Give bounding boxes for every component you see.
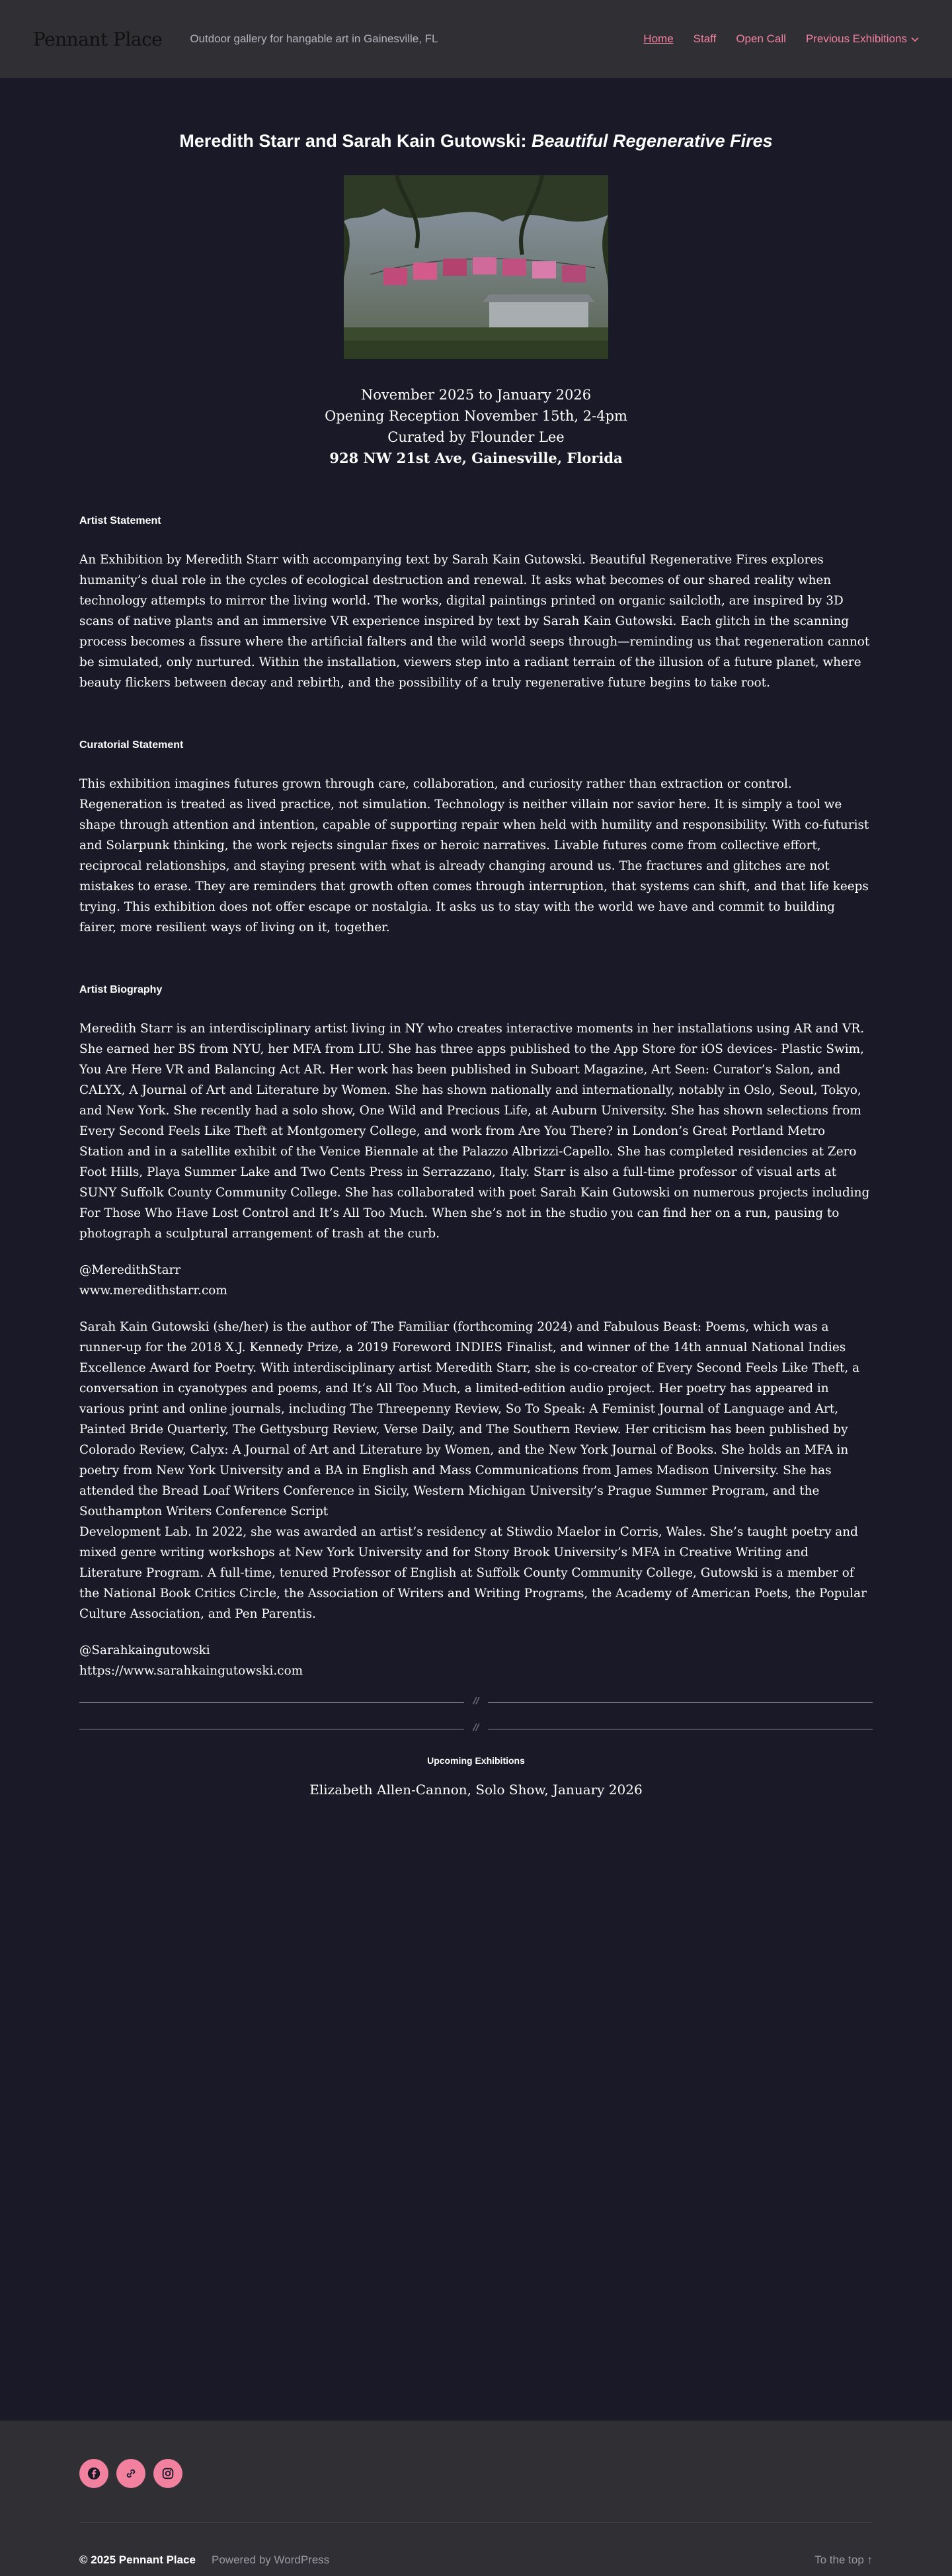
- curatorial-statement-heading: Curatorial Statement: [79, 739, 184, 751]
- primary-nav: [643, 32, 919, 46]
- gutowski-website: https://www.sarahkaingutowski.com: [79, 1664, 303, 1678]
- page-title: [79, 131, 873, 151]
- footer-divider: [79, 2522, 873, 2523]
- separator-mark: //: [473, 1696, 479, 1707]
- nav-previous-exhibitions[interactable]: [806, 32, 919, 46]
- chevron-down-icon[interactable]: [911, 34, 919, 44]
- starr-bio-text: Meredith Starr is an interdisciplinary artist living in NY who creates interactive moments in her installations using AR and VR. She earned her BS from NYU, her MFA from LIU. She has three apps published to the App Store for iOS devices- Plastic Swim, You Are Here VR and Balancing Act AR. Her work has been published in Suboart Magazine, Art Seen: Curator’s Salon, and CALYX, A Journal of Art and Literature by Women. She has shown nationally and internationally, notably in Oslo, Seoul, Tokyo, and New York. She recently had a solo show, One Wild and Precious Life, at Auburn University. She has shown selections from Every Second Feels Like Theft at Montgomery College, and work from Are You There? in London’s Great Portland Metro Station and in a satellite exhibit of the Venice Biennale at the Palazzo Albrizzi-Capello. She has completed residencies at Zero Foot Hills, Playa Summer Lake and Two Cents Press in Serrazzano, Italy. Starr is also a full-time professor of visual arts at SUNY Suffolk County Community College. She has collaborated with poet Sarah Kain Gutowski on numerous projects including For Those Who Have Lost Control and It’s All Too Much. When she’s not in the studio you can find her on a run, pausing to photograph a sculptural arrangement of trash at the curb.: [79, 1022, 870, 1241]
- nav-home[interactable]: Home: [643, 32, 674, 45]
- curatorial-statement-text: This exhibition imagines futures grown through care, collaboration, and curiosity rather than extraction or control. Regeneration is treated as lived practice, not simulation. Technology is neither villain nor savior here. It is simply a tool we shape through attention and intention, capable of supporting repair when held with humility and responsibility. With co-futurist and Solarpunk thinking, the work rejects singular fixes or heroic narratives. Livable futures come from collective effort, reciprocal relationships, and staying present with what is already changing around us. The fractures and glitches are not mistakes to erase. They are reminders that growth often comes through interruption, that systems can shift, and that life keeps trying. This exhibition does not offer escape or nostalgia. It asks us to stay with the world we have and commit to building fairer, more resilient ways of living on it, together.: [79, 777, 869, 935]
- exhibition-address: 928 NW 21st Ave, Gainesville, Florida: [329, 450, 623, 466]
- copyright: © 2025 Pennant Place: [79, 2554, 196, 2566]
- instagram-icon[interactable]: [153, 2459, 182, 2488]
- gutowski-bio-part-2: Development Lab. In 2022, she was awarded an artist’s residency at Stiwdio Maelor in Corris, Wales. She’s taught poetry and mixed genre writing workshops at New York University and for Stony Brook University’s MFA in Creative Writing and Literature Program. A full-time, tenured Professor of English at Suffolk County Community College, Gutowski is a member of the National Book Critics Circle, the Association of Writers and Writing Programs, the Academy of American Poets, the Popular Culture Association, and Pen Parentis.: [79, 1525, 867, 1621]
- exhibition-reception: Opening Reception November 15th, 2-4pm: [325, 408, 627, 424]
- exhibition-dates: November 2025 to January 2026: [360, 387, 592, 403]
- nav-open-call[interactable]: Open Call: [736, 32, 786, 45]
- title-show: Beautiful Regenerative Fires: [532, 131, 773, 151]
- main-content: [0, 78, 952, 1798]
- site-logo[interactable]: Pennant Place: [33, 28, 163, 50]
- separator: [79, 1696, 873, 1710]
- upcoming-item: Elizabeth Allen-Cannon, Solo Show, January 2026: [309, 1782, 643, 1798]
- upcoming-heading: Upcoming Exhibitions: [427, 1755, 525, 1766]
- powered-by-link[interactable]: Powered by WordPress: [212, 2554, 330, 2566]
- gutowski-contact: [79, 1640, 873, 1681]
- site-footer: [0, 2421, 952, 2576]
- footer-bottom: [79, 2554, 873, 2567]
- starr-website: www.meredithstarr.com: [79, 1284, 227, 1298]
- separator-mark: //: [473, 1722, 479, 1733]
- nav-staff[interactable]: Staff: [693, 32, 717, 45]
- site-header: [0, 0, 952, 78]
- site-tagline: Outdoor gallery for hangable art in Gainesville, FL: [190, 32, 438, 45]
- starr-contact: [79, 1260, 873, 1301]
- link-icon[interactable]: [116, 2459, 145, 2488]
- exhibition-info: [79, 384, 873, 469]
- starr-handle: @MeredithStarr: [79, 1263, 181, 1277]
- nav-previous-exhibitions-label: Previous Exhibitions: [805, 32, 907, 45]
- artist-statement-text: An Exhibition by Meredith Starr with accompanying text by Sarah Kain Gutowski. Beautiful Regenerative Fires explores humanity’s dual role in the cycles of ecological destruction and renewal. It asks what becomes of our shared reality when technology attempts to mirror the living world. The works, digital paintings printed on organic sailcloth, are inspired by 3D scans of native plants and an immersive VR experience inspired by text by Sarah Kain Gutowski. Each glitch in the scanning process becomes a fissure where the artificial falters and the wild world seeps through—reminding us that regeneration cannot be simulated, only nurtured. Within the installation, viewers step into a radiant terrain of the illusion of a future planet, where beauty flickers between decay and rebirth, and the possibility of a truly regenerative future begins to take root.: [79, 553, 870, 690]
- exhibition-photo: [344, 175, 608, 359]
- exhibition-curator: Curated by Flounder Lee: [387, 429, 565, 445]
- separator: [79, 1722, 873, 1737]
- artist-statement-heading: Artist Statement: [79, 515, 161, 526]
- social-links: [79, 2459, 873, 2488]
- title-artists: Meredith Starr and Sarah Kain Gutowski:: [179, 131, 527, 151]
- gutowski-bio-text: [79, 1317, 873, 1624]
- artist-biography-heading: Artist Biography: [79, 984, 163, 995]
- to-top-link[interactable]: To the top ↑: [814, 2554, 873, 2566]
- gutowski-handle: @Sarahkaingutowski: [79, 1643, 210, 1657]
- facebook-icon[interactable]: [79, 2459, 108, 2488]
- gutowski-bio-part-1: Sarah Kain Gutowski (she/her) is the author of The Familiar (forthcoming 2024) and Fabulous Beast: Poems, which was a runner-up for the 2018 X.J. Kennedy Prize, a 2019 Foreword INDIES Finalist, and winner of the 14th annual National Indies Excellence Award for Poetry. With interdisciplinary artist Meredith Starr, she is co-creator of Every Second Feels Like Theft, a conversation in cyanotypes and poems, and It’s All Too Much, a limited-edition audio project. Her poetry has appeared in various print and online journals, including The Threepenny Review, So To Speak: A Feminist Journal of Language and Art, Painted Bride Quarterly, The Gettysburg Review, Verse Daily, and The Southern Review. Her criticism has been published by Colorado Review, Calyx: A Journal of Art and Literature by Women, and the New York Journal of Books. She holds an MFA in poetry from New York University and a BA in English and Mass Communications from James Madison University. She has attended the Bread Loaf Writers Conference in Sicily, Western Michigan University’s Prague Summer Program, and the Southampton Writers Conference Script: [79, 1320, 860, 1518]
